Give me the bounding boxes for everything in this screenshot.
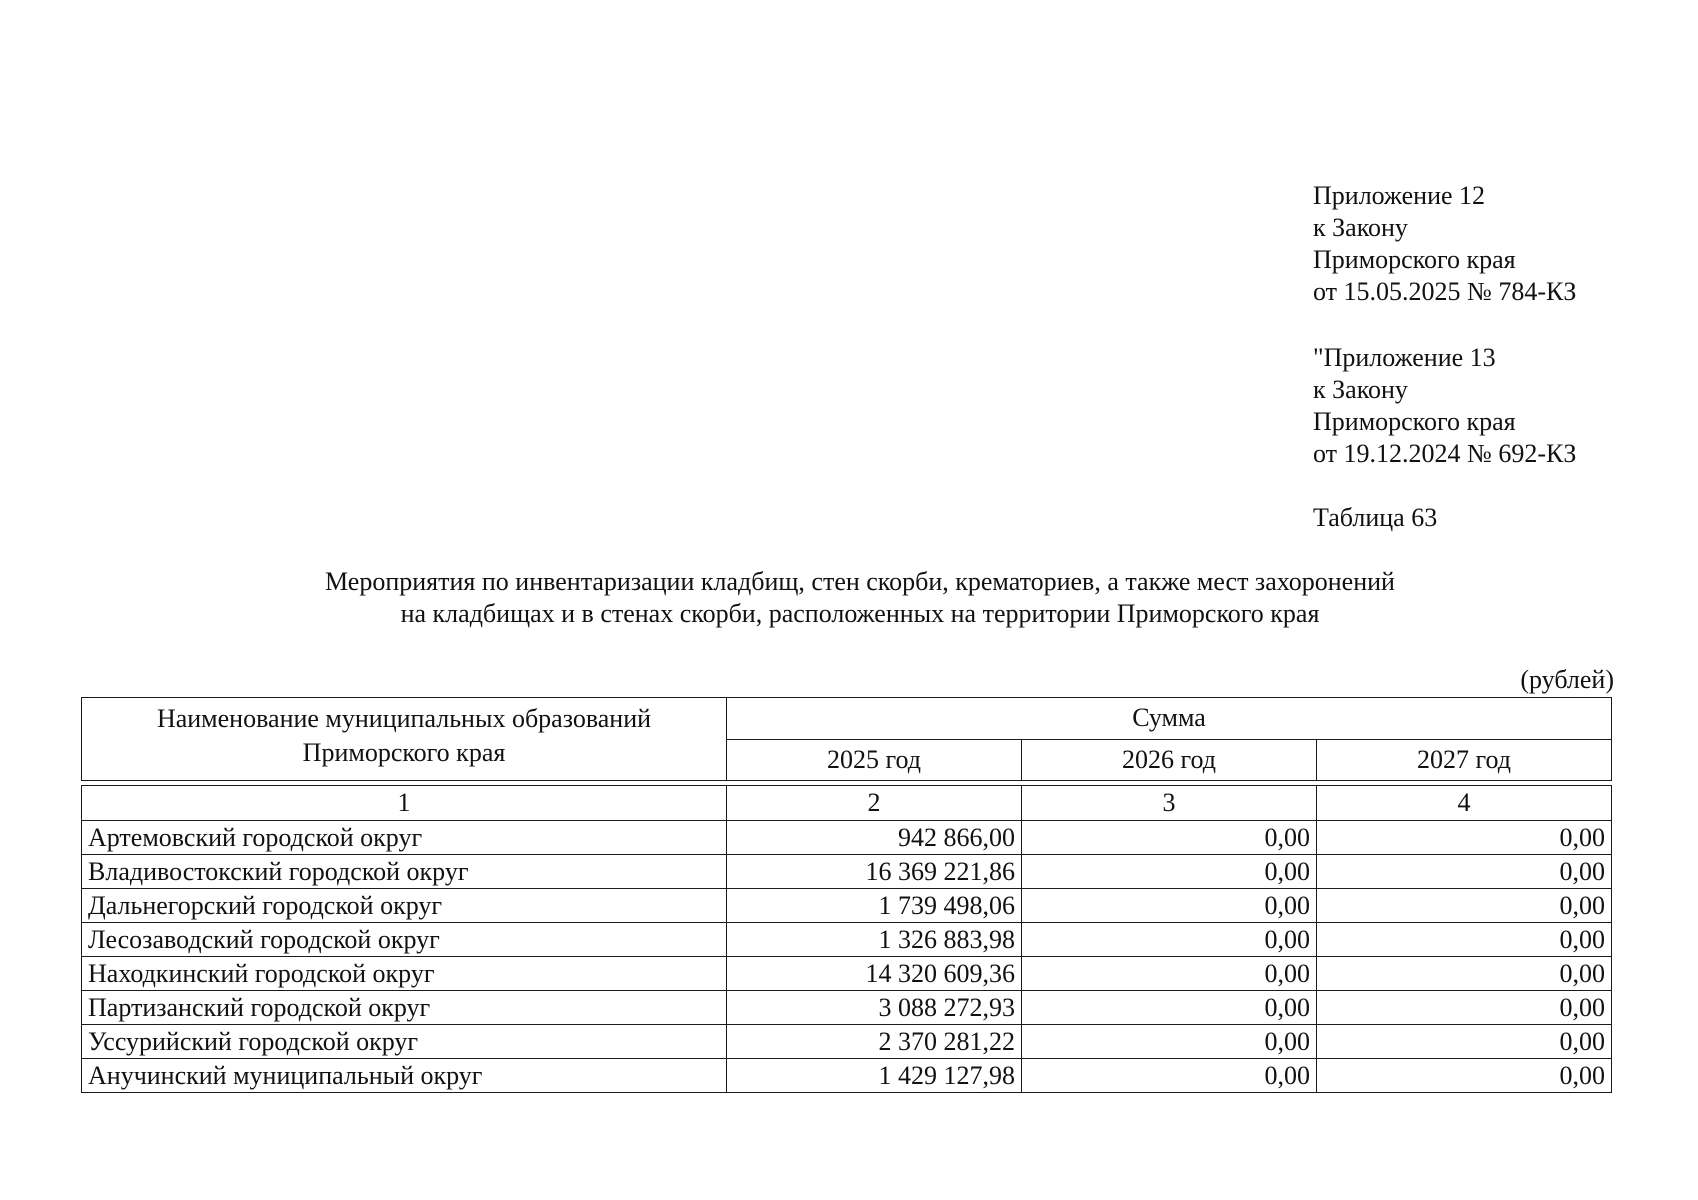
- appendix-line: Приморского края: [1313, 245, 1516, 274]
- table-row: [82, 1059, 1612, 1093]
- amount-2027-cell: 0,00: [1317, 889, 1612, 923]
- table-row: [82, 923, 1612, 957]
- table-body: [82, 781, 1612, 1093]
- municipality-name-cell: Анучинский муниципальный округ: [82, 1059, 727, 1093]
- municipality-name-cell: Партизанский городской округ: [82, 991, 727, 1025]
- header-sum: Сумма: [727, 698, 1612, 740]
- amount-2026-cell: 0,00: [1022, 1059, 1317, 1093]
- amount-2027-cell: 0,00: [1317, 923, 1612, 957]
- amount-2026-cell: 0,00: [1022, 957, 1317, 991]
- document-title: [140, 566, 1580, 630]
- amount-2025-cell: 1 429 127,98: [727, 1059, 1022, 1093]
- appendix-line: Приложение 12: [1313, 181, 1486, 210]
- amount-2025-cell: 942 866,00: [727, 821, 1022, 855]
- amount-2025-cell: 16 369 221,86: [727, 855, 1022, 889]
- column-number-row: [82, 786, 1612, 821]
- amount-2025-cell: 3 088 272,93: [727, 991, 1022, 1025]
- municipality-name-cell: Уссурийский городской округ: [82, 1025, 727, 1059]
- amount-2025-cell: 14 320 609,36: [727, 957, 1022, 991]
- amount-2025-cell: 1 326 883,98: [727, 923, 1022, 957]
- amount-2026-cell: 0,00: [1022, 889, 1317, 923]
- amount-2027-cell: 0,00: [1317, 991, 1612, 1025]
- appendix-line: "Приложение 13: [1313, 343, 1496, 372]
- document-title-line: на кладбищах и в стенах скорби, расположенных на территории Приморского края: [400, 599, 1320, 628]
- column-number: 4: [1317, 786, 1612, 821]
- amount-2027-cell: 0,00: [1317, 855, 1612, 889]
- table-number: Таблица 63: [1313, 503, 1438, 532]
- amount-2025-cell: 2 370 281,22: [727, 1025, 1022, 1059]
- amount-2025-cell: 1 739 498,06: [727, 889, 1022, 923]
- table-row: [82, 957, 1612, 991]
- document-title-line: Мероприятия по инвентаризации кладбищ, стен скорби, крематориев, а также мест захоронений: [325, 567, 1395, 596]
- municipality-name-cell: Лесозаводский городской округ: [82, 923, 727, 957]
- appendix-line: от 19.12.2024 № 692-КЗ: [1313, 439, 1577, 468]
- units-label: (рублей): [1520, 665, 1614, 694]
- appendix-line: к Закону: [1313, 375, 1408, 404]
- amount-2026-cell: 0,00: [1022, 1025, 1317, 1059]
- amount-2026-cell: 0,00: [1022, 855, 1317, 889]
- amount-2027-cell: 0,00: [1317, 957, 1612, 991]
- appendix-line: к Закону: [1313, 213, 1408, 242]
- appendix-reference-original: [1313, 342, 1576, 470]
- header-year-2026: 2026 год: [1022, 739, 1317, 781]
- table-row: [82, 991, 1612, 1025]
- amount-2026-cell: 0,00: [1022, 991, 1317, 1025]
- table-row: [82, 821, 1612, 855]
- appendix-line: от 15.05.2025 № 784-КЗ: [1313, 277, 1577, 306]
- amount-2026-cell: 0,00: [1022, 821, 1317, 855]
- column-number: 2: [727, 786, 1022, 821]
- appendix-reference-current: [1313, 180, 1576, 308]
- municipality-name-cell: Владивостокский городской округ: [82, 855, 727, 889]
- header-year-2027: 2027 год: [1317, 739, 1612, 781]
- appendix-line: Приморского края: [1313, 407, 1516, 436]
- table-row: [82, 889, 1612, 923]
- amount-2027-cell: 0,00: [1317, 1059, 1612, 1093]
- amount-2027-cell: 0,00: [1317, 821, 1612, 855]
- column-number: 3: [1022, 786, 1317, 821]
- header-municipality-name: Наименование муниципальных образований Приморского края: [82, 698, 727, 781]
- amount-2026-cell: 0,00: [1022, 923, 1317, 957]
- column-number: 1: [82, 786, 727, 821]
- header-year-2025: 2025 год: [727, 739, 1022, 781]
- municipality-name-cell: Находкинский городской округ: [82, 957, 727, 991]
- amount-2027-cell: 0,00: [1317, 1025, 1612, 1059]
- municipality-name-cell: Артемовский городской округ: [82, 821, 727, 855]
- table-row: [82, 1025, 1612, 1059]
- municipality-name-cell: Дальнегорский городской округ: [82, 889, 727, 923]
- table-row: [82, 855, 1612, 889]
- funding-table: [81, 697, 1612, 1093]
